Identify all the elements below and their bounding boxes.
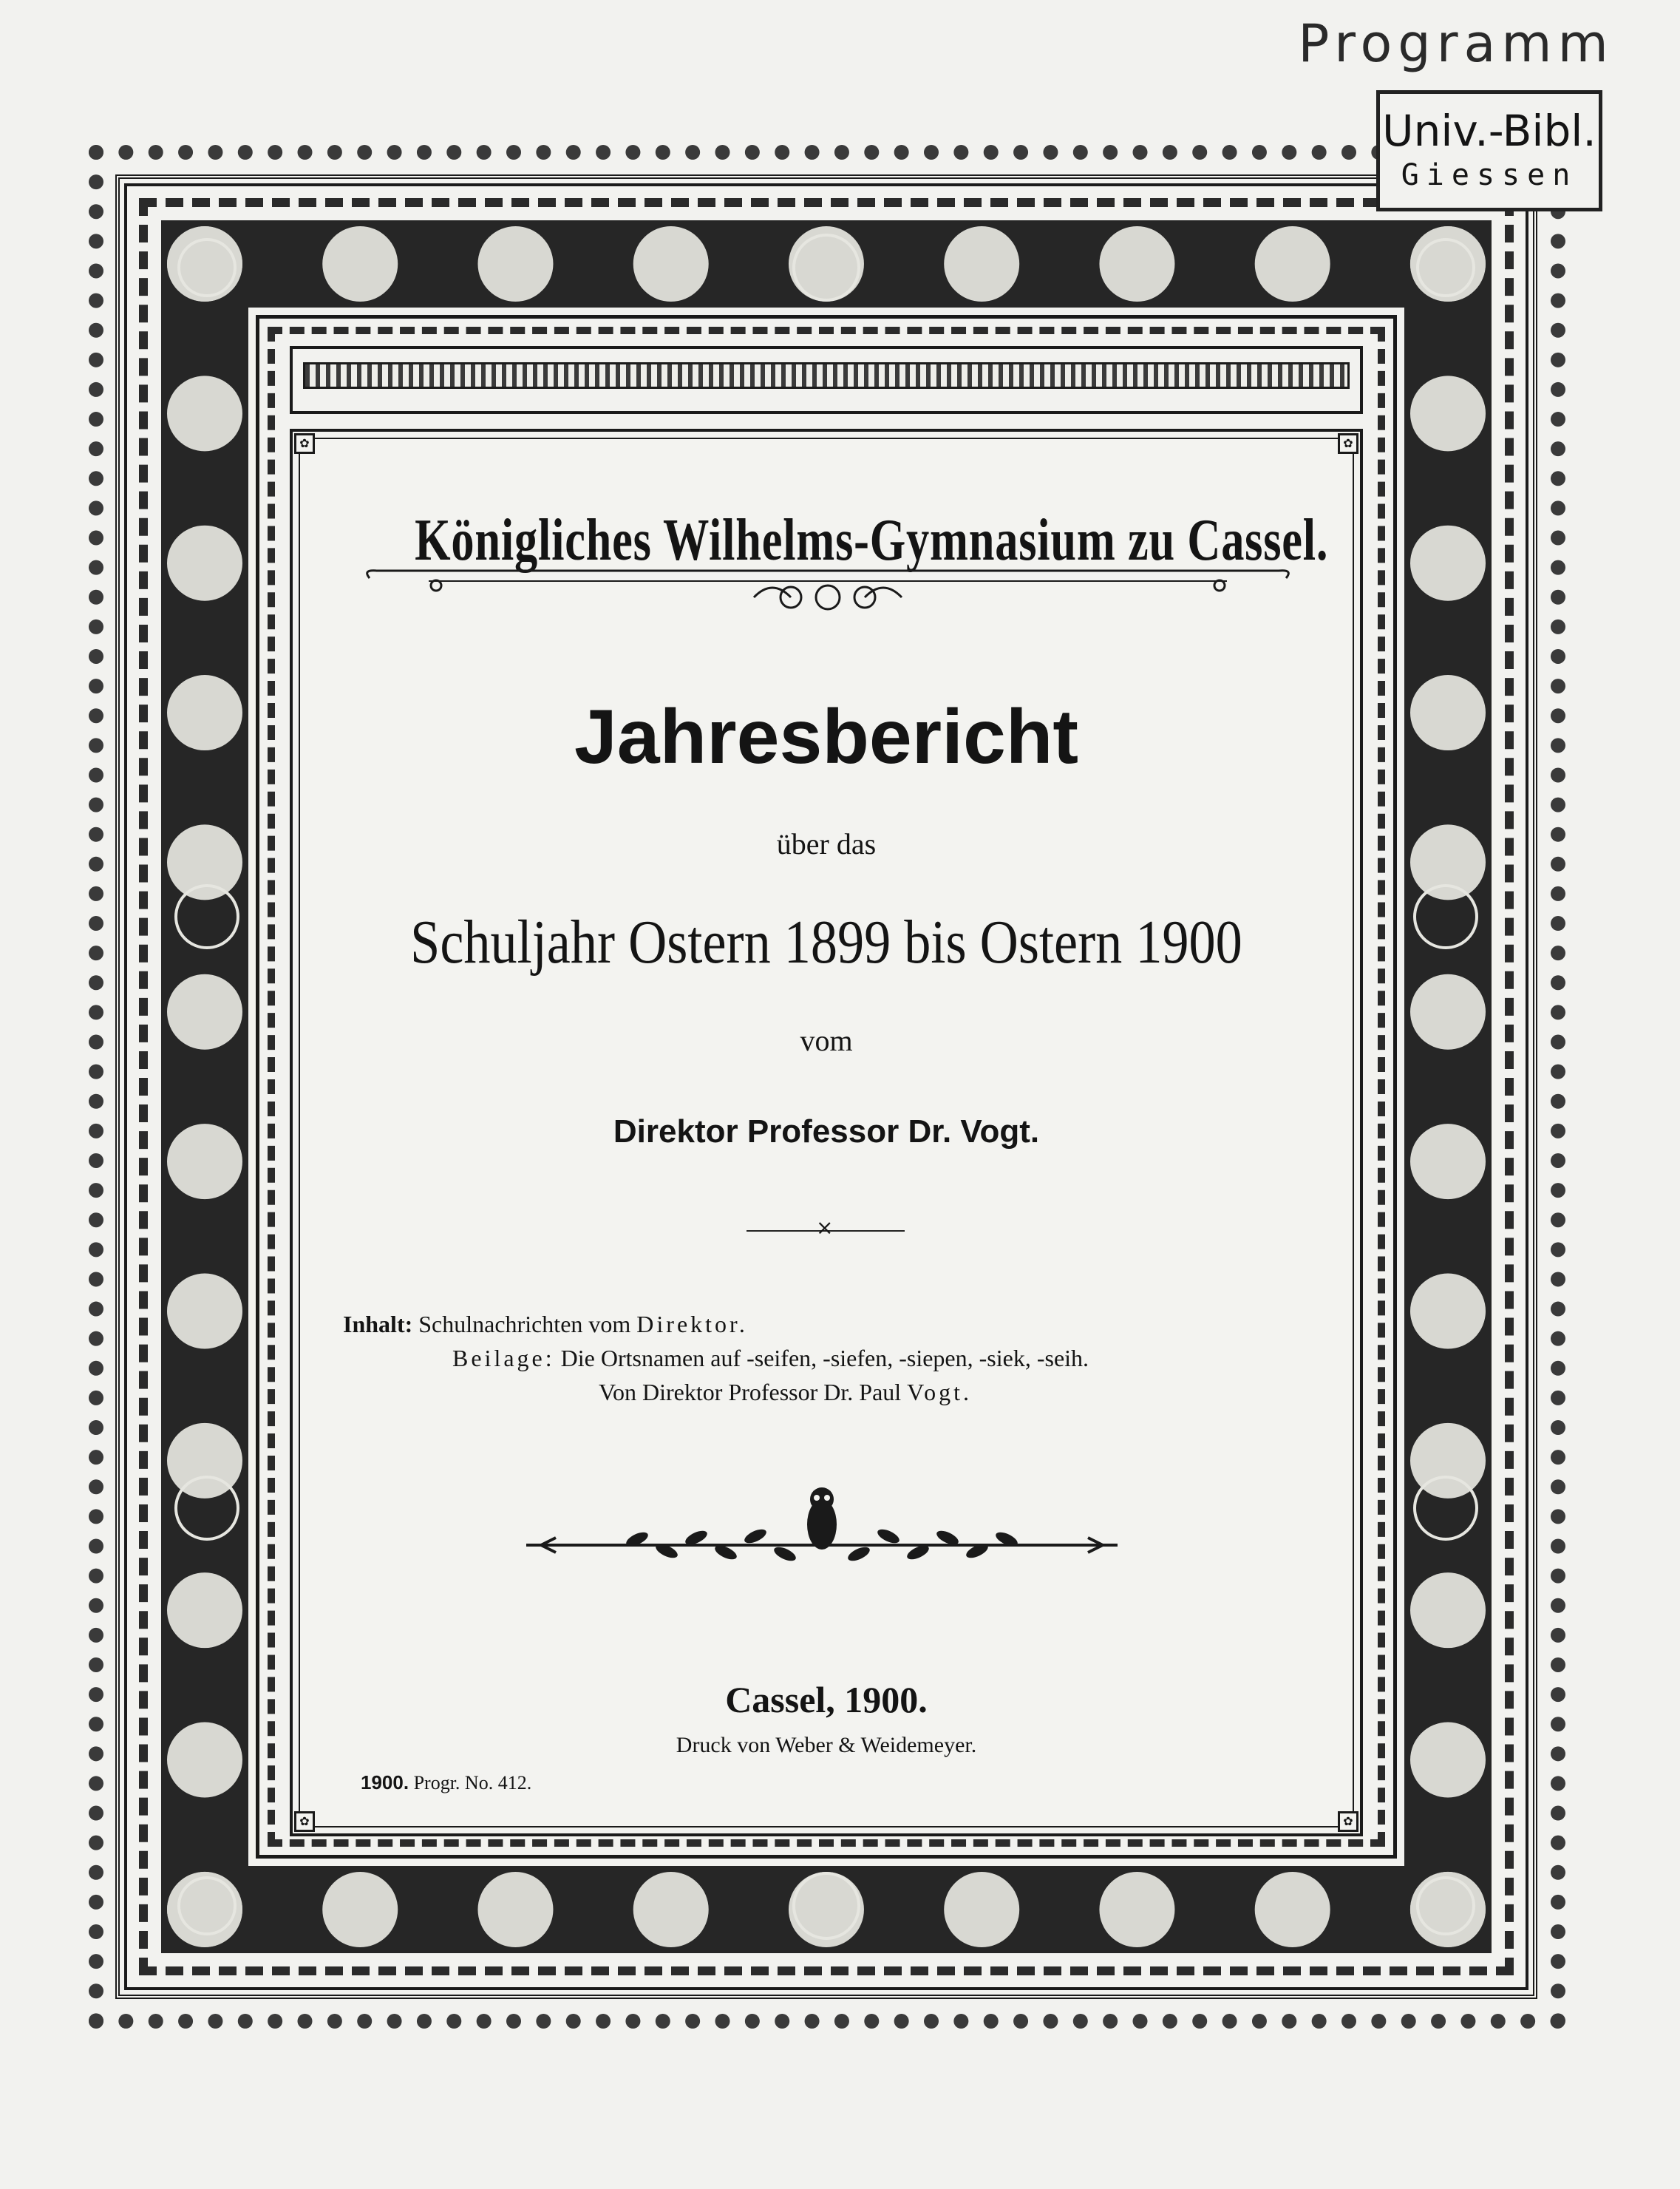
library-stamp [1376, 90, 1602, 211]
supplement-author-spaced: Vogt. [907, 1379, 973, 1405]
corner-ornament-top-left: ✿ [294, 433, 315, 454]
program-stamp-word: Programm [1298, 13, 1614, 74]
contents-item-spaced: Direktor. [636, 1311, 748, 1337]
contents-item: Schulnachrichten vom [418, 1311, 631, 1337]
contents-label: Inhalt: [343, 1311, 413, 1337]
corner-ornament-bottom-left: ✿ [294, 1811, 315, 1832]
printer-line: Druck von Weber & Weidemeyer. [676, 1733, 977, 1757]
flourish-divider [355, 563, 1301, 615]
supplement-label: Beilage: [452, 1345, 555, 1371]
corner-ornament-top-right: ✿ [1338, 433, 1358, 454]
from-line: vom [800, 1024, 853, 1057]
owl-vignette [526, 1486, 1118, 1575]
report-title: Jahresbericht [574, 694, 1079, 780]
school-name: Königliches Wilhelms-Gymnasium zu Cassel. [415, 508, 1329, 573]
top-decorative-band-pattern [303, 362, 1350, 389]
library-stamp-line2: Giessen [1401, 158, 1578, 192]
supplement-author: Von Direktor Professor Dr. Paul [599, 1379, 902, 1405]
program-year: 1900. [361, 1771, 409, 1793]
corner-ornament-bottom-right: ✿ [1338, 1811, 1358, 1832]
small-divider-mark: × [816, 1215, 834, 1240]
supplement-title: Die Ortsnamen auf -seifen, -siefen, -siepen, -siek, -seih. [560, 1345, 1089, 1371]
program-number: Progr. No. 412. [413, 1772, 532, 1793]
director-name: Direktor Professor Dr. Vogt. [613, 1113, 1040, 1150]
place-and-year: Cassel, 1900. [725, 1679, 928, 1720]
program-number-line [361, 1771, 531, 1794]
school-year: Schuljahr Ostern 1899 bis Ostern 1900 [410, 908, 1242, 977]
library-stamp-line1: Univ.-Bibl. [1382, 106, 1596, 156]
about-line: über das [776, 827, 877, 861]
